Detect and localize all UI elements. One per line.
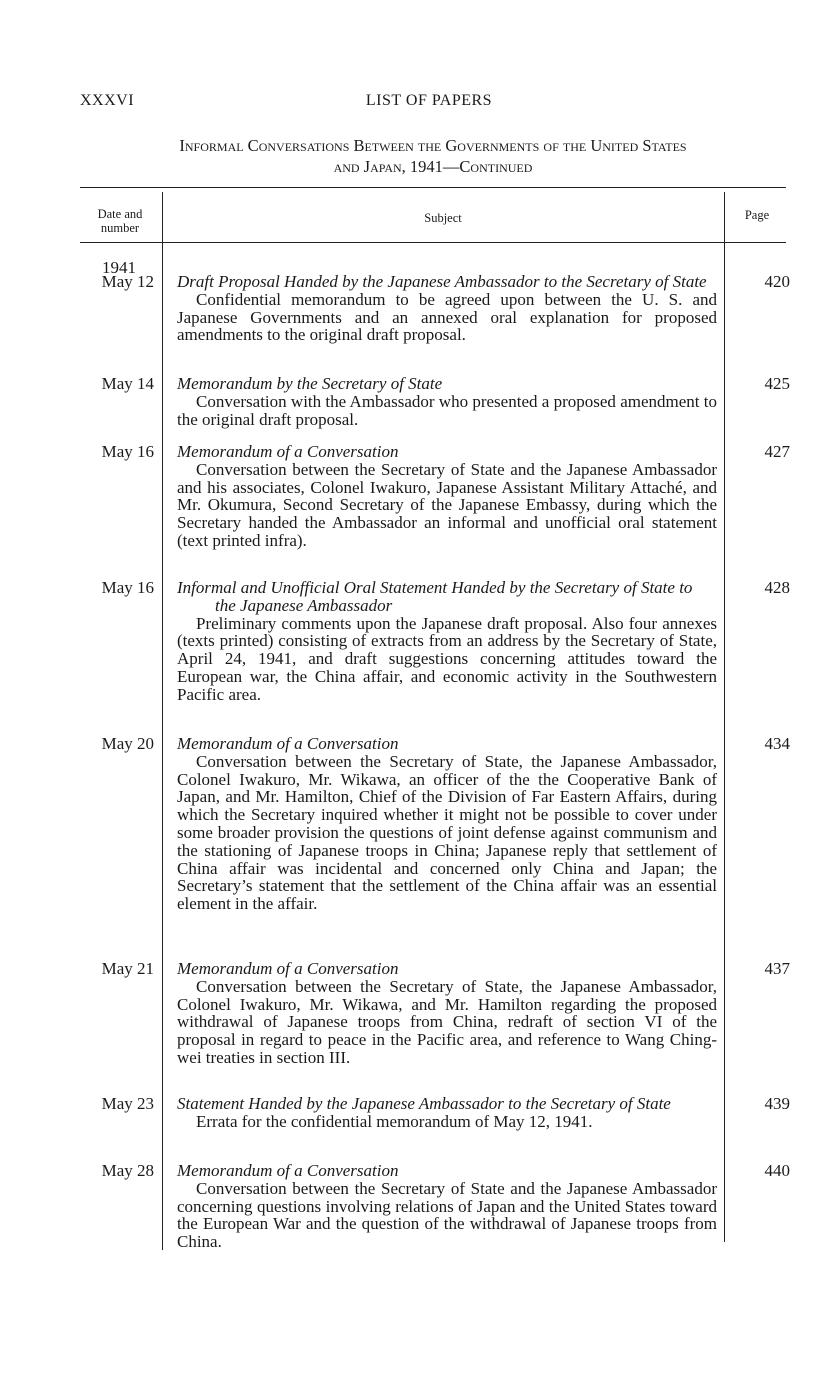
entry-page: 425: [764, 374, 790, 393]
entry-subject: [177, 273, 717, 344]
entry-description: Conversation between the Secretary of State, the Japanese Ambassador, Colonel Iwakuro, Mr. Wikawa, an officer of the the Cooperative Bank of Japan, and Mr. Hamilton, Chief of the Division of Far Eastern Affairs, during which the Secretary inquired whether it might not be possible to cover under some broader provision the questions of joint defense against communism and the stationing of Japanese troops in China; Japanese reply that settlement of China affair was incidental and concerned only China and Japan; the Secretary’s statement that the settlement of the China affair was an essential element in the affair.: [177, 751, 717, 914]
entry-page: 439: [764, 1094, 790, 1113]
entry-subject: [177, 579, 717, 704]
column-header-subject: Subject: [424, 211, 462, 225]
entry-page: 434: [764, 734, 790, 753]
section-title: [80, 135, 786, 177]
running-title: LIST OF PAPERS: [365, 92, 493, 109]
entry-subject: [177, 960, 717, 1067]
entry-title: Informal and Unofficial Oral Statement Handed by the Secretary of State to the Japanese Ambassador: [177, 578, 693, 615]
entry-subject: [177, 1095, 717, 1131]
entry-title: Memorandum by the Secretary of State: [177, 374, 443, 393]
column-header-page: Page: [744, 208, 770, 222]
entry-description: Conversation with the Ambassador who presented a proposed amendment to the original draft proposal.: [177, 391, 717, 429]
entry-page: 437: [764, 959, 790, 978]
entry-date: May 28: [101, 1161, 154, 1180]
section-title-line-1: Informal Conversations Between the Governments of the United States: [179, 136, 687, 155]
entry-subject: [177, 443, 717, 550]
entry-description: Preliminary comments upon the Japanese draft proposal. Also four annexes (texts printed) consisting of extracts from an address by the Secretary of State, April 24, 1941, and draft suggestions concerning attitudes toward the European war, the China affair, and economic activity in the Southwestern Pacific area.: [177, 613, 717, 704]
entry-description: Errata for the confidential memorandum of May 12, 1941.: [196, 1111, 593, 1131]
entry-title: Memorandum of a Conversation: [177, 442, 399, 461]
year-label: 1941: [102, 258, 136, 277]
entry-page: 440: [764, 1161, 790, 1180]
entry-title: Memorandum of a Conversation: [177, 1161, 399, 1180]
entry-title: Memorandum of a Conversation: [177, 734, 399, 753]
entry-description: Confidential memorandum to be agreed upon between the U. S. and Japanese Governments and an annexed oral explanation for proposed amendments to the original draft proposal.: [177, 289, 717, 345]
entry-date: May 14: [101, 374, 154, 393]
entry-date: May 20: [101, 734, 154, 753]
entry-description: Conversation between the Secretary of State and the Japanese Ambassador and his associates, Colonel Iwakuro, Japanese Assistant Military Attaché, and Mr. Okumura, Second Secretary of the Japanese Embassy, during which the Secretary handed the Ambassador an informal and unofficial oral statement (text printed infra).: [177, 459, 717, 550]
entry-title: Statement Handed by the Japanese Ambassador to the Secretary of State: [177, 1094, 671, 1113]
entry-date: May 12: [101, 272, 154, 291]
entry-title: Memorandum of a Conversation: [177, 959, 399, 978]
entry-date: May 16: [101, 442, 154, 461]
page-number: XXXVI: [80, 92, 135, 109]
entry-page: 427: [764, 442, 790, 461]
entry-description: Conversation between the Secretary of State and the Japanese Ambassador concerning questions involving relations of Japan and the United States toward the European War and the question of the withdrawal of Japanese troops from China.: [177, 1178, 717, 1252]
entry-page: 420: [764, 272, 790, 291]
entry-date: May 21: [101, 959, 154, 978]
table-header-rule: [80, 242, 786, 243]
table-top-rule: [80, 187, 786, 188]
entry-subject: [177, 375, 717, 428]
section-title-line-2: and Japan, 1941—Continued: [333, 157, 533, 176]
entry-date: May 23: [101, 1094, 154, 1113]
entry-page: 428: [764, 578, 790, 597]
entry-title: Draft Proposal Handed by the Japanese Ambassador to the Secretary of State: [177, 272, 707, 291]
entry-date: May 16: [101, 578, 154, 597]
column-divider-date: [162, 192, 163, 1250]
column-header-date: Date and number: [97, 207, 143, 235]
column-divider-page: [724, 192, 725, 1242]
entry-subject: [177, 1162, 717, 1251]
entry-description: Conversation between the Secretary of State, the Japanese Ambassador, Colonel Iwakuro, Mr. Wikawa, and Mr. Hamilton regarding the proposed withdrawal of Japanese troops from China, redraft of section VI of the proposal in regard to peace in the Pacific area, and reference to Wang Ching-wei treaties in section III.: [177, 976, 717, 1067]
entry-subject: [177, 735, 717, 913]
